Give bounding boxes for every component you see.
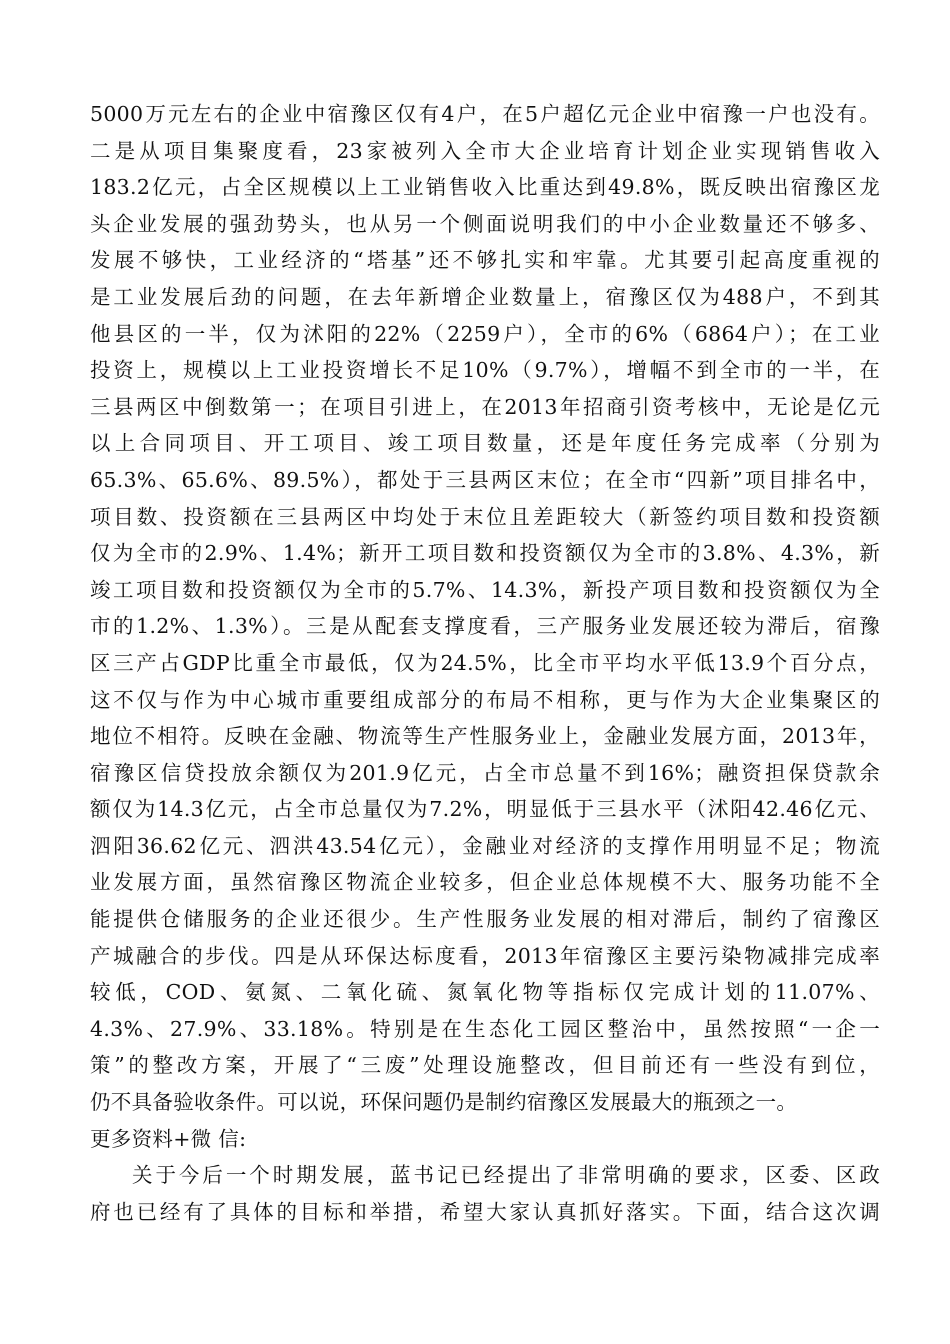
text-line: 宿豫区信贷投放余额仅为201.9亿元，占全市总量不到16%；融资担保贷款余 [90,760,880,785]
text-line: 能提供仓储服务的企业还很少。生产性服务业发展的相对滞后，制约了宿豫区 [90,907,880,932]
text-line: 关于今后一个时期发展，蓝书记已经提出了非常明确的要求，区委、区政 [132,1163,880,1188]
text-line: 地位不相符。反映在金融、物流等生产性服务业上，金融业发展方面，2013年， [90,724,880,749]
body-text [90,96,880,1230]
text-line: 5000万元左右的企业中宿豫区仅有4户，在5户超亿元企业中宿豫一户也没有。 [90,102,880,126]
text-line: 竣工项目数和投资额仅为全市的5.7%、14.3%，新投产项目数和投资额仅为全 [90,577,880,602]
text-line: 三县两区中倒数第一；在项目引进上，在2013年招商引资考核中，无论是亿元 [90,394,880,419]
text-line: 发展不够快，工业经济的“塔基”还不够扎实和牢靠。尤其要引起高度重视的 [90,248,880,273]
text-line: 业发展方面，虽然宿豫区物流企业较多，但企业总体规模不大、服务功能不全 [90,870,880,895]
text-line: 策”的整改方案，开展了“三废”处理设施整改，但目前还有一些没有到位， [90,1053,880,1078]
text-line: 市的1.2%、1.3%）。三是从配套支撑度看，三产服务业发展还较为滞后，宿豫 [90,614,880,639]
text-line: 仅为全市的2.9%、1.4%；新开工项目数和投资额仅为全市的3.8%、4.3%，新 [90,541,880,566]
text-line: 产城融合的步伐。四是从环保达标度看，2013年宿豫区主要污染物减排完成率 [90,943,880,968]
text-line: 泗阳36.62亿元、泗洪43.54亿元），金融业对经济的支撑作用明显不足；物流 [90,833,880,858]
text-line: 二是从项目集聚度看，23家被列入全市大企业培育计划企业实现销售收入 [90,138,880,163]
text-line: 头企业发展的强劲势头，也从另一个侧面说明我们的中小企业数量还不够多、 [90,211,880,236]
text-line: 是工业发展后劲的问题，在去年新增企业数量上，宿豫区仅为488户，不到其 [90,284,880,309]
text-line: 更多资料+微 信: [90,1126,247,1151]
text-line: 65.3%、65.6%、89.5%），都处于三县两区末位；在全市“四新”项目排名中， [90,467,880,492]
text-line: 183.2亿元，占全区规模以上工业销售收入比重达到49.8%，既反映出宿豫区龙 [90,175,880,200]
text-line: 区三产占GDP比重全市最低，仅为24.5%，比全市平均水平低13.9个百分点， [90,650,880,675]
text-line: 这不仅与作为中心城市重要组成部分的布局不相称，更与作为大企业集聚区的 [90,687,880,712]
text-line: 以上合同项目、开工项目、竣工项目数量，还是年度任务完成率（分别为 [90,431,880,456]
text-line: 额仅为14.3亿元，占全市总量仅为7.2%，明显低于三县水平（沭阳42.46亿元、 [90,797,880,822]
text-line: 较低，COD、氨氮、二氧化硫、氮氧化物等指标仅完成计划的11.07%、 [90,980,880,1005]
text-line: 仍不具备验收条件。可以说，环保问题仍是制约宿豫区发展最大的瓶颈之一。 [90,1090,798,1115]
text-line: 投资上，规模以上工业投资增长不足10%（9.7%），增幅不到全市的一半，在 [90,358,880,383]
text-line: 4.3%、27.9%、33.18%。特别是在生态化工园区整治中，虽然按照“一企一 [90,1016,880,1041]
text-line: 府也已经有了具体的目标和举措，希望大家认真抓好落实。下面，结合这次调 [90,1199,880,1224]
text-line: 项目数、投资额在三县两区中均处于末位且差距较大（新签约项目数和投资额 [90,504,880,529]
text-line: 他县区的一半，仅为沭阳的22%（2259户），全市的6%（6864户）；在工业 [90,321,880,346]
